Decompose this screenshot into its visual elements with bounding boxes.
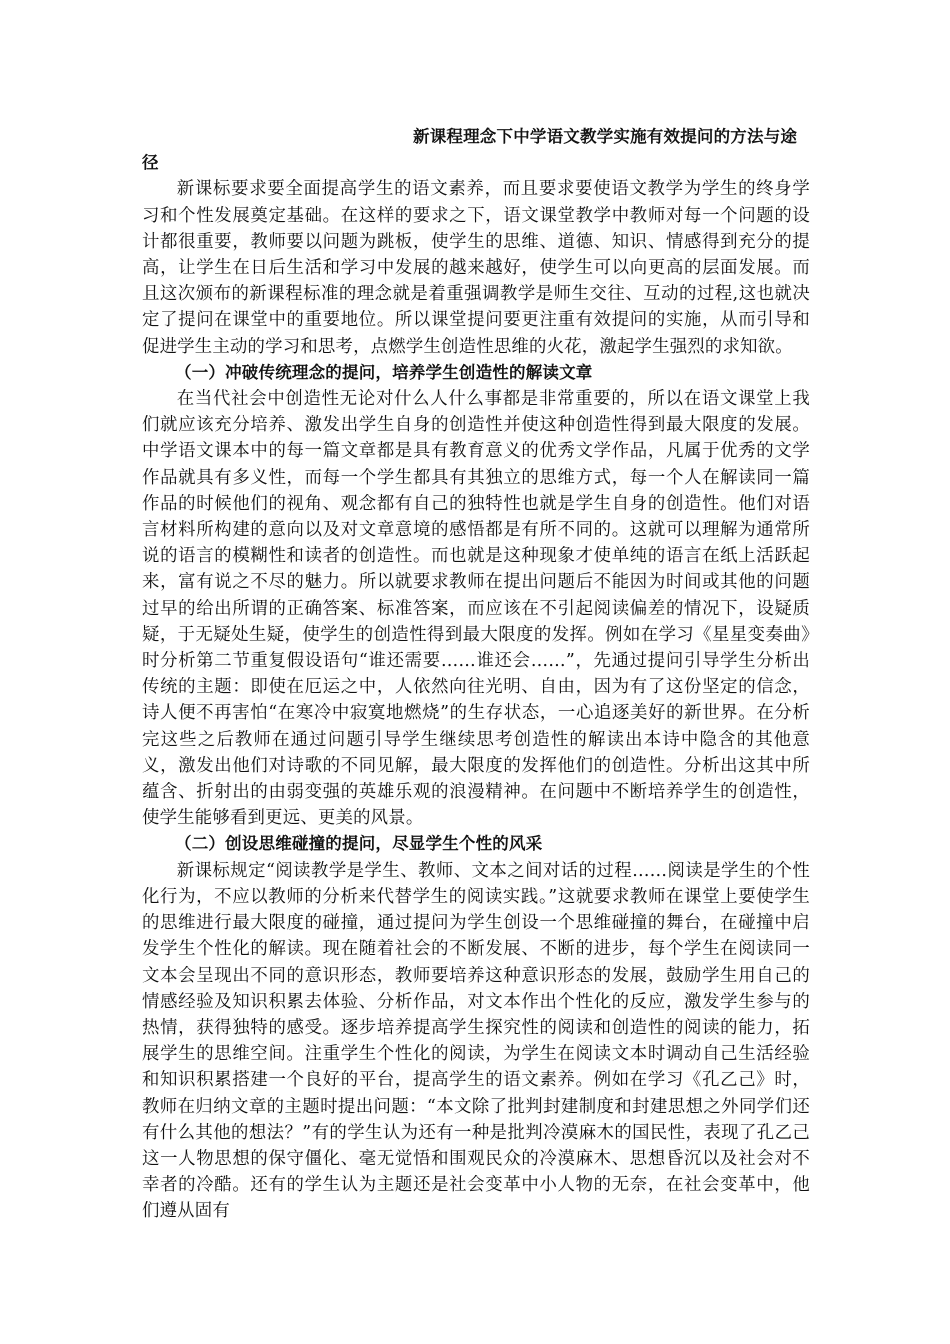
- paragraph-intro: 新课标要求要全面提高学生的语文素养，而且要求要使语文教学为学生的终身学习和个性发展奠定基础。在这样的要求之下，语文课堂教学中教师对每一个问题的设计都很重要，教师要以问题为跳板，使学生的思维、道德、知识、情感得到充分的提高，让学生在日后生活和学习中发展的越来越好，使学生可以向更高的层面发展。而且这次颁布的新课程标准的理念就是着重强调教学是师生交往、互动的过程,这也就决定了提问在课堂中的重要地位。所以课堂提问要更注重有效提问的实施，从而引导和促进学生主动的学习和思考，点燃学生创造性思维的火花，激起学生强烈的求知欲。: [142, 179, 810, 357]
- paragraph-section-2: 新课标规定“阅读教学是学生、教师、文本之间对话的过程……阅读是学生的个性化行为，不应以教师的分析来代替学生的阅读实践。”这就要求教师在课堂上要使学生的思维进行最大限度的碰撞，通过提问为学生创设一个思维碰撞的舞台，在碰撞中启发学生个性化的解读。现在随着社会的不断发展、不断的进步，每个学生在阅读同一文本会呈现出不同的意识形态，教师要培养这种意识形态的发展，鼓励学生用自己的情感经验及知识积累去体验、分析作品，对文本作出个性化的反应，激发学生参与的热情，获得独特的感受。逐步培养提高学生探究性的阅读和创造性的阅读的能力，拓展学生的思维空间。注重学生个性化的阅读，为学生在阅读文本时调动自己生活经验和知识积累搭建一个良好的平台，提高学生的语文素养。例如在学习《孔乙己》时，教师在归纳文章的主题时提出问题：“本文除了批判封建制度和封建思想之外同学们还有什么其他的想法？”有的学生认为还有一种是批判冷漠麻木的国民性，表现了孔乙己这一人物思想的保守僵化、毫无觉悟和围观民众的冷漠麻木、思想昏沉以及社会对不幸者的冷酷。还有的学生认为主题还是社会变革中小人物的无奈，在社会变革中，他们遵从固有: [142, 860, 810, 1222]
- paragraph-section-1: 在当代社会中创造性无论对什么人什么事都是非常重要的，所以在语文课堂上我们就应该充分培养、激发出学生自身的创造性并使这种创造性得到最大限度的发展。中学语文课本中的每一篇文章都是具有教育意义的优秀文学作品，凡属于优秀的文学作品就具有多义性，而每一个学生都具有其独立的思维方式，每一个人在解读同一篇作品的时候他们的视角、观念都有自己的独特性也就是学生自身的创造性。他们对语言材料所构建的意向以及对文章意境的感悟都是有所不同的。这就可以理解为通常所说的语言的模糊性和读者的创造性。而也就是这种现象才使单纯的语言在纸上活跃起来，富有说之不尽的魅力。所以就要求教师在提出问题后不能因为时间或其他的问题过早的给出所谓的正确答案、标准答案，而应该在不引起阅读偏差的情况下，设疑质疑，于无疑处生疑，使学生的创造性得到最大限度的发挥。例如在学习《星星变奏曲》时分析第二节重复假设语句“谁还需要……谁还会……”，先通过提问引导学生分析出传统的主题：即使在厄运之中，人依然向往光明、自由，因为有了这份坚定的信念，诗人便不再害怕“在寒冷中寂寞地燃烧”的生存状态，一心追逐美好的新世界。在分析完这些之后教师在通过问题引导学生继续思考创造性的解读出本诗中隐含的其他意义，激发出他们对诗歌的不同见解，最大限度的发挥他们的创造性。分析出这其中所蕴含、折射出的由弱变强的英雄乐观的浪漫精神。在问题中不断培养学生的创造性，使学生能够看到更远、更美的风景。: [142, 389, 810, 829]
- document-body: [142, 124, 810, 1225]
- document-title: 新课程理念下中学语文教学实施有效提问的方法与途径: [142, 127, 798, 173]
- section-heading-1: （一）冲破传统理念的提问，培养学生创造性的解读文章: [175, 362, 593, 382]
- section-heading-2: （二）创设思维碰撞的提问，尽显学生个性的风采: [175, 834, 543, 854]
